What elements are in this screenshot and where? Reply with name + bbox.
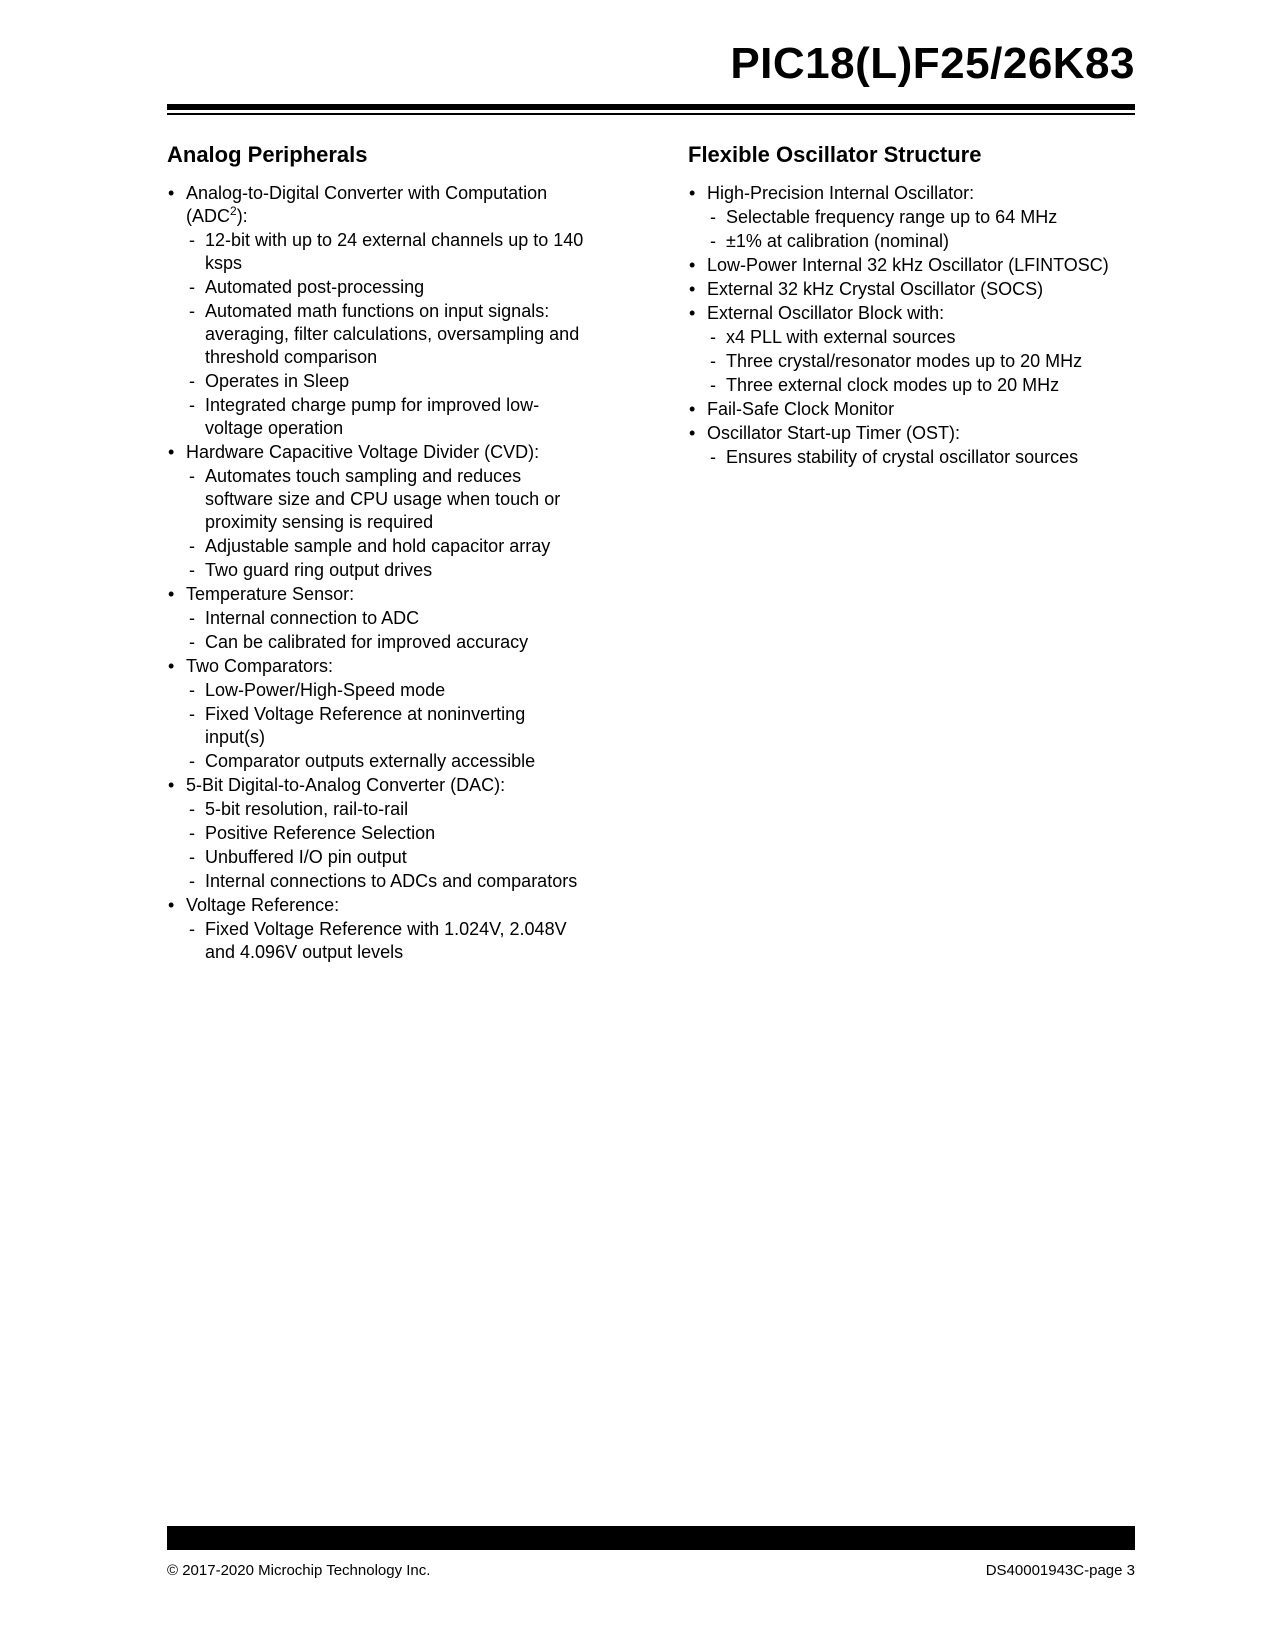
sub-list (186, 465, 587, 582)
analog-peripherals-column (167, 140, 587, 965)
superscript: 2 (230, 204, 237, 218)
list-item (688, 254, 1128, 277)
sub-list (186, 798, 587, 893)
list-item-text: Analog-to-Digital Converter with Computation (ADC (186, 183, 548, 226)
sub-list-item: - Automates touch sampling and reduces software size and CPU usage when touch or proximity sensing is required (186, 465, 587, 534)
sub-list (186, 229, 587, 440)
list-item-text: Hardware Capacitive Voltage Divider (CVD): (186, 442, 540, 462)
sub-list-item: - Automated post-processing (186, 276, 587, 299)
sub-list-item: - 5-bit resolution, rail-to-rail (186, 798, 587, 821)
sub-list-item: - Internal connections to ADCs and comparators (186, 870, 587, 893)
list-item-text: External Oscillator Block with: (707, 303, 945, 323)
sub-list (186, 918, 587, 964)
sub-list-item: - Selectable frequency range up to 64 MHz (707, 206, 1128, 229)
list-item (167, 441, 587, 582)
sub-list-item: - Positive Reference Selection (186, 822, 587, 845)
list-item-text: Two Comparators: (186, 656, 334, 676)
list-item-text: Voltage Reference: (186, 895, 340, 915)
analog-peripherals-list (167, 182, 587, 964)
list-item-text: Oscillator Start-up Timer (OST): (707, 423, 961, 443)
list-item (688, 278, 1128, 301)
list-item-text: Temperature Sensor: (186, 584, 355, 604)
analog-peripherals-heading: Analog Peripherals (167, 142, 368, 167)
oscillator-structure-heading: Flexible Oscillator Structure (688, 142, 982, 167)
list-item (167, 894, 587, 964)
list-item-text: Fail-Safe Clock Monitor (707, 399, 895, 419)
oscillator-structure-list (688, 182, 1128, 469)
footer-page-number: DS40001943C-page 3 (985, 1562, 1135, 1579)
sub-list (707, 446, 1128, 469)
sub-list (186, 679, 587, 773)
footer-bar (167, 1526, 1135, 1550)
list-item-text: External 32 kHz Crystal Oscillator (SOCS) (707, 279, 1044, 299)
list-item (688, 182, 1128, 253)
list-item-text: Low-Power Internal 32 kHz Oscillator (LFINTOSC) (707, 255, 1109, 275)
sub-list (707, 326, 1128, 397)
list-item (688, 422, 1128, 469)
list-item (688, 398, 1128, 421)
sub-list-item: - x4 PLL with external sources (707, 326, 1128, 349)
sub-list-item: - Ensures stability of crystal oscillator sources (707, 446, 1128, 469)
sub-list-item: - Two guard ring output drives (186, 559, 587, 582)
list-item (167, 583, 587, 654)
sub-list-item: - Three external clock modes up to 20 MHz (707, 374, 1128, 397)
list-item-text: ): (236, 206, 248, 226)
sub-list (186, 607, 587, 654)
sub-list-item: - Unbuffered I/O pin output (186, 846, 587, 869)
sub-list-item: - 12-bit with up to 24 external channels up to 140 ksps (186, 229, 587, 275)
sub-list (707, 206, 1128, 253)
sub-list-item: - Adjustable sample and hold capacitor array (186, 535, 587, 558)
list-item (167, 655, 587, 773)
list-item (688, 302, 1128, 397)
sub-list-item: - Internal connection to ADC (186, 607, 587, 630)
sub-list-item: - Integrated charge pump for improved low-voltage operation (186, 394, 587, 440)
list-item-text: High-Precision Internal Oscillator: (707, 183, 975, 203)
sub-list-item: - ±1% at calibration (nominal) (707, 230, 1128, 253)
sub-list-item: - Three crystal/resonator modes up to 20 MHz (707, 350, 1128, 373)
sub-list-item: - Comparator outputs externally accessible (186, 750, 587, 773)
sub-list-item: - Low-Power/High-Speed mode (186, 679, 587, 702)
header-rule-thin (167, 113, 1135, 115)
list-item (167, 182, 587, 440)
page-title: PIC18(L)F25/26K83 (730, 39, 1135, 88)
sub-list-item: - Operates in Sleep (186, 370, 587, 393)
sub-list-item: - Fixed Voltage Reference with 1.024V, 2.048V and 4.096V output levels (186, 918, 587, 964)
list-item (167, 774, 587, 893)
list-item-text: 5-Bit Digital-to-Analog Converter (DAC): (186, 775, 506, 795)
footer-copyright: © 2017-2020 Microchip Technology Inc. (167, 1562, 431, 1579)
sub-list-item: - Can be calibrated for improved accuracy (186, 631, 587, 654)
sub-list-item: - Fixed Voltage Reference at noninverting input(s) (186, 703, 587, 749)
oscillator-structure-column (688, 140, 1128, 470)
header-rule-thick (167, 104, 1135, 110)
sub-list-item: - Automated math functions on input signals: averaging, filter calculations, oversampling and threshold comparison (186, 300, 587, 369)
